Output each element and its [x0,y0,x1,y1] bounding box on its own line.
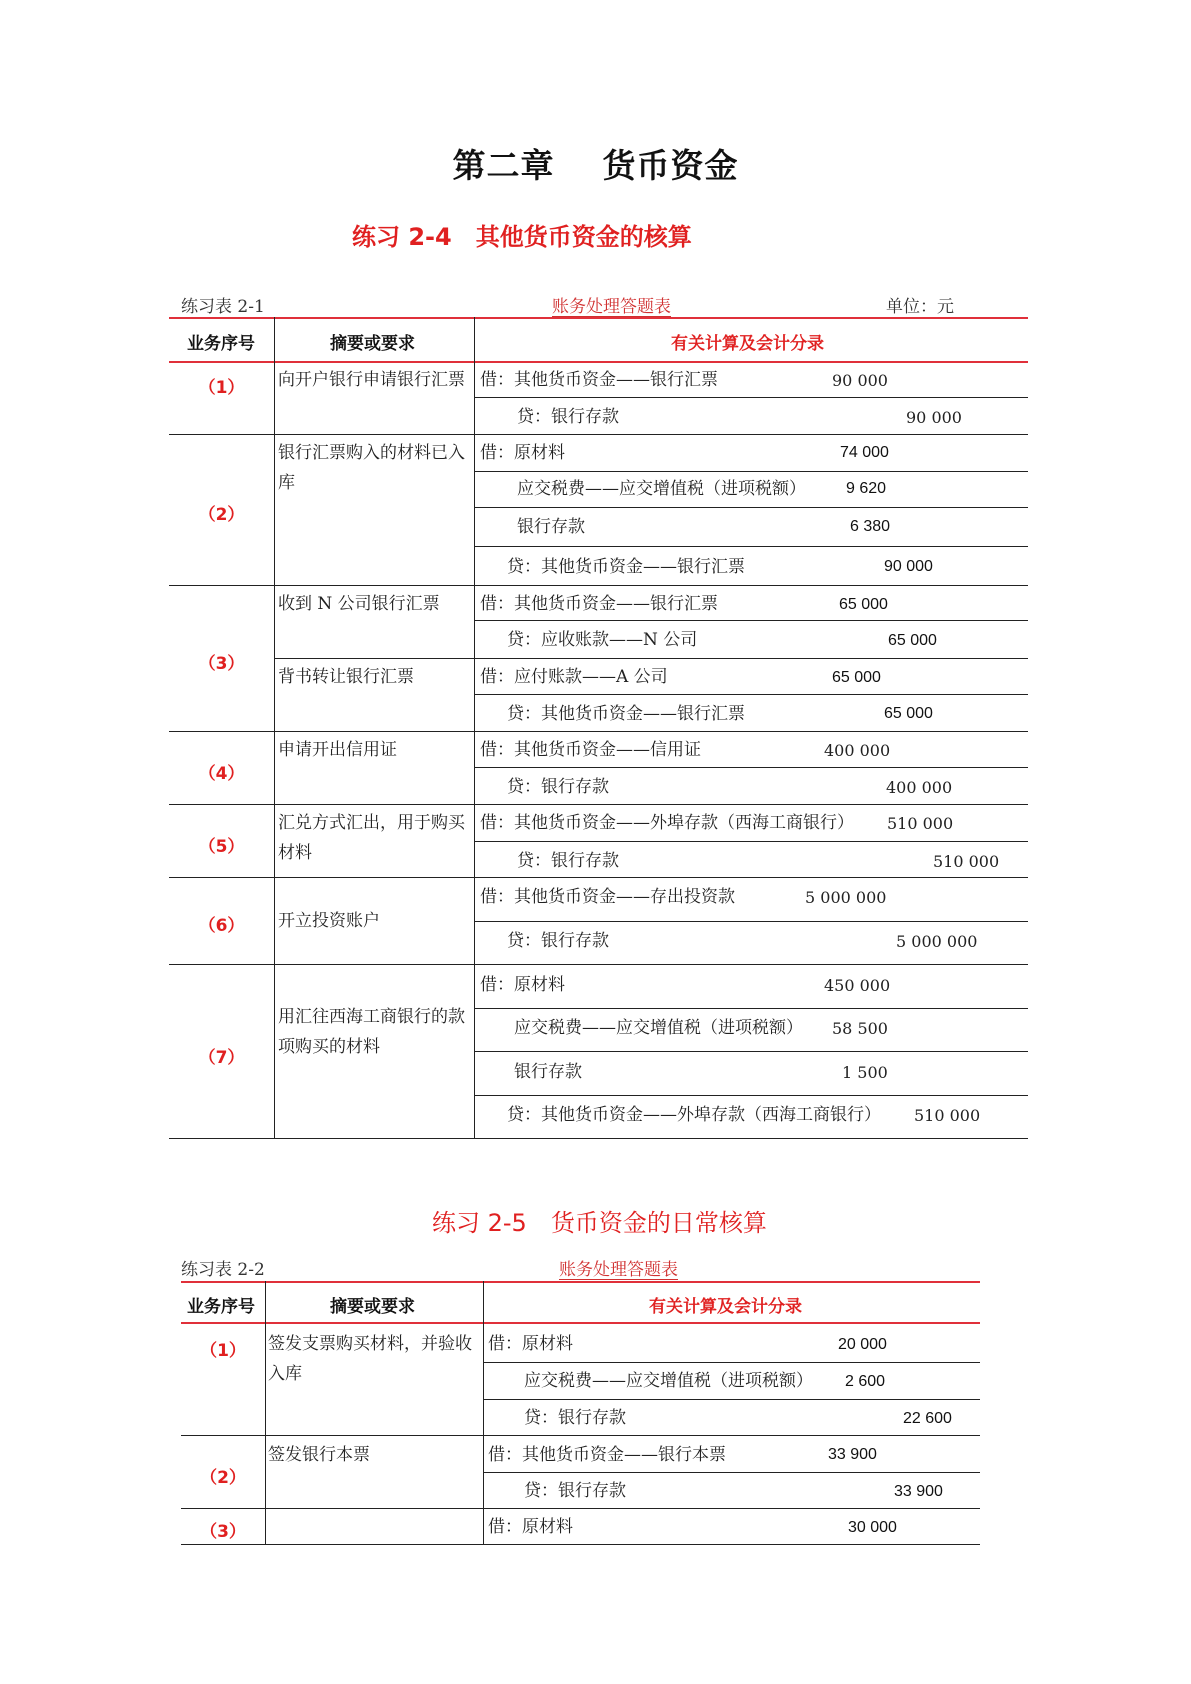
entry-amount: 90 000 [832,371,888,390]
entry-amount: 510 000 [914,1106,981,1125]
line-separator [474,620,1028,621]
col-divider-1 [274,317,275,1139]
chapter-subtitle: 货币资金 [602,146,739,185]
col-divider-1 [265,1281,266,1545]
line-separator [474,921,1028,922]
entry-amount: 400 000 [886,778,953,797]
entry-text: 借：原材料 [488,1334,573,1354]
row-separator [169,964,1028,965]
line-separator [474,507,1028,508]
row-seq: （6） [198,916,245,936]
row-desc: 申请开出信用证 [278,740,397,760]
entry-amount: 510 000 [933,852,1000,871]
row-separator [169,877,1028,878]
entry-text: 银行存款 [517,517,585,537]
entry-text: 贷：银行存款 [517,851,619,871]
row-desc: 签发银行本票 [268,1445,370,1465]
table-top-rule [169,317,1028,319]
table-top-rule [181,1281,980,1283]
row-separator [169,585,1028,586]
exercise-2-4-title: 练习 2-4 其他货币资金的核算 [352,223,692,251]
entry-amount: 74 000 [840,444,889,461]
line-separator [483,1399,980,1400]
entry-amount: 22 600 [903,1410,952,1427]
row-separator [181,1435,980,1436]
entry-amount: 1 500 [842,1063,888,1082]
row-seq: （3） [198,654,245,674]
entry-amount: 400 000 [824,741,891,760]
table-header-rule [181,1322,980,1324]
entry-text: 应交税费——应交增值税（进项税额） [524,1371,813,1391]
row-separator [169,804,1028,805]
header-entry: 有关计算及会计分录 [649,1297,802,1317]
entry-amount: 90 000 [884,558,933,575]
line-separator [474,1095,1028,1096]
entry-text: 贷：银行存款 [524,1481,626,1501]
entry-text: 借：其他货币资金——外埠存款（西海工商银行） [480,813,854,833]
entry-text: 借：原材料 [480,443,565,463]
chapter-heading [0,140,1191,187]
entry-amount: 58 500 [832,1019,888,1038]
table-2-2-name: 账务处理答题表 [559,1260,678,1280]
entry-text: 应交税费——应交增值税（进项税额） [517,479,806,499]
entry-amount: 9 620 [846,480,887,497]
entry-text: 银行存款 [514,1062,582,1082]
row-separator [169,434,1028,435]
line-separator [474,841,1028,842]
entry-text: 贷：其他货币资金——银行汇票 [507,704,745,724]
entry-text: 借：原材料 [488,1517,573,1537]
table-bottom-rule [181,1544,980,1545]
line-separator [474,397,1028,398]
table-header-rule [169,361,1028,363]
row-separator [181,1508,980,1509]
entry-amount: 65 000 [888,632,937,649]
entry-amount: 65 000 [884,705,933,722]
row-desc: 收到 N 公司银行汇票 [278,594,440,614]
entry-amount: 30 000 [848,1519,897,1536]
entry-text: 贷：银行存款 [524,1408,626,1428]
entry-text: 借：原材料 [480,975,565,995]
line-separator [474,694,1028,695]
row-seq: （7） [198,1048,245,1068]
line-separator [474,767,1028,768]
entry-amount: 20 000 [838,1336,887,1353]
entry-amount: 65 000 [832,669,881,686]
table-bottom-rule [169,1138,1028,1139]
row-desc: 开立投资账户 [278,911,380,931]
entry-text: 应交税费——应交增值税（进项税额） [514,1018,803,1038]
header-seq: 业务序号 [187,1297,255,1317]
entry-amount: 5 000 000 [805,888,887,907]
line-separator [474,471,1028,472]
line-separator [274,658,1028,659]
line-separator [483,1472,980,1473]
entry-text: 贷：银行存款 [507,777,609,797]
row-desc: 向开户银行申请银行汇票 [278,370,465,390]
entry-text: 借：其他货币资金——银行本票 [488,1445,726,1465]
entry-amount: 33 900 [894,1483,943,1500]
table-2-1-id: 练习表 2-1 [181,297,265,317]
line-separator [483,1362,980,1363]
entry-text: 借：其他货币资金——银行汇票 [480,370,718,390]
entry-amount: 33 900 [828,1446,877,1463]
entry-text: 借：其他货币资金——存出投资款 [480,887,735,907]
col-divider-2 [483,1281,484,1545]
entry-text: 贷：其他货币资金——外埠存款（西海工商银行） [507,1105,881,1125]
row-desc: 汇兑方式汇出，用于购买材料 [278,813,465,863]
row-separator [169,731,1028,732]
row-seq: （5） [198,837,245,857]
table-2-1-unit: 单位：元 [886,297,954,317]
entry-text: 贷：应收账款——N 公司 [507,630,698,650]
exercise-2-5-title: 练习 2-5 货币资金的日常核算 [432,1209,767,1237]
chapter-title: 第二章 [452,146,555,185]
entry-amount: 6 380 [850,518,891,535]
table-2-2-id: 练习表 2-2 [181,1260,265,1280]
entry-amount: 90 000 [906,408,962,427]
entry-text: 借：其他货币资金——银行汇票 [480,594,718,614]
line-separator [474,546,1028,547]
header-desc: 摘要或要求 [330,1297,415,1317]
row-desc-2: 背书转让银行汇票 [278,667,414,687]
row-seq: （2） [198,505,245,525]
row-seq: （2） [200,1468,246,1488]
line-separator [474,1051,1028,1052]
entry-text: 借：其他货币资金——信用证 [480,740,701,760]
entry-text: 贷：银行存款 [517,407,619,427]
entry-text: 借：应付账款——A 公司 [480,667,668,687]
entry-amount: 510 000 [887,814,954,833]
row-seq: （1） [198,378,245,398]
entry-amount: 450 000 [824,976,891,995]
row-desc: 签发支票购买材料，并验收入库 [268,1334,472,1384]
row-seq: （1） [200,1341,246,1361]
row-desc: 银行汇票购入的材料已入库 [278,443,465,493]
entry-amount: 5 000 000 [896,932,978,951]
line-separator [474,1008,1028,1009]
table-2-1-name: 账务处理答题表 [552,297,671,317]
row-seq: （3） [200,1522,246,1542]
col-divider-2 [474,317,475,1139]
header-seq: 业务序号 [187,334,255,354]
entry-amount: 2 600 [845,1373,886,1390]
header-entry: 有关计算及会计分录 [671,334,824,354]
row-seq: （4） [198,764,245,784]
row-desc: 用汇往西海工商银行的款项购买的材料 [278,1007,465,1057]
entry-text: 贷：其他货币资金——银行汇票 [507,557,745,577]
entry-text: 贷：银行存款 [507,931,609,951]
header-desc: 摘要或要求 [330,334,415,354]
entry-amount: 65 000 [839,596,888,613]
